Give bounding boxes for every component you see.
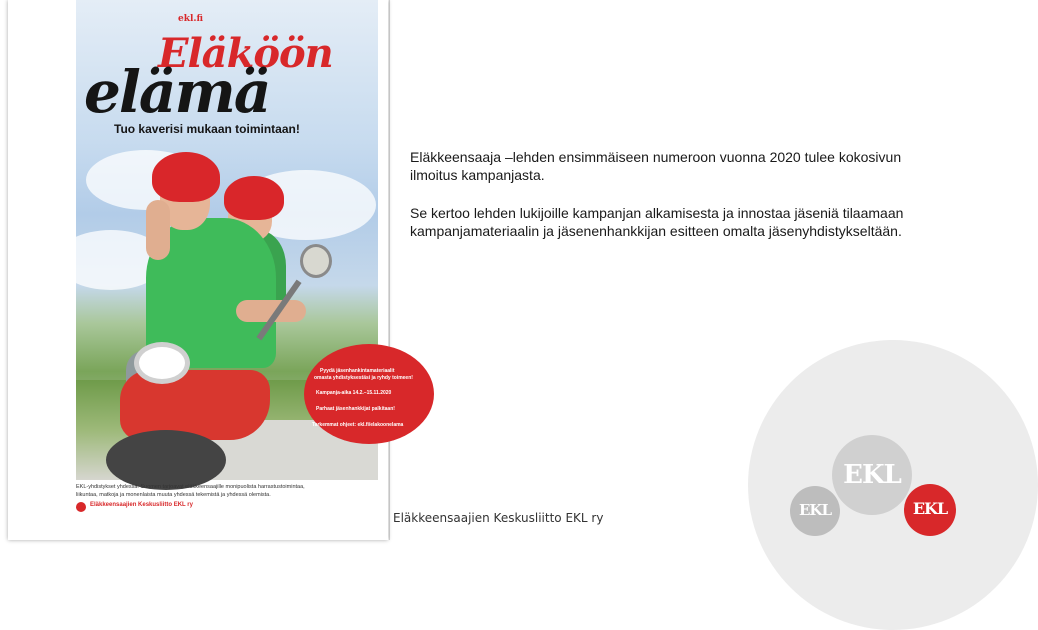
rider-front-helmet: [152, 152, 220, 202]
poster-footer-text: EKL-yhdistykset yhdessä: Suomen tarjoavat eläkkeensaajille monipuolista harrastustoimintaa,: [76, 484, 305, 490]
paragraph-campaign-ad: Eläkkeensaaja –lehden ensimmäiseen numeroon vuonna 2020 tulee kokosivun ilmoitus kampanjasta.: [410, 149, 902, 183]
badge-text: Parhaat jäsenhankkijat palkitaan!: [316, 406, 395, 412]
rider-back-helmet: [224, 176, 284, 220]
paragraph-campaign-details: Se kertoo lehden lukijoille kampanjan alkamisesta ja innostaa jäseniä tilaamaan kampanjamateriaalin ja jäsenenhankkijan esitteen omalta jäsenyhdistykseltään.: [410, 205, 904, 239]
poster-subtitle: Tuo kaverisi mukaan toimintaan!: [114, 122, 300, 136]
poster-footer-text: liikuntaa, matkoja ja monenlaista muuta yhdessä tekemistä ja yhdessä olemista.: [76, 492, 271, 498]
ekl-logo-grey-text: EKL: [798, 501, 832, 519]
ekl-logo-large-text: EKL: [843, 460, 901, 490]
badge-text: omasta yhdistyksestäsi ja ryhdy toimeen!: [314, 375, 413, 381]
badge-text: Kampanja-aika 14.2.–15.11.2020: [316, 390, 392, 396]
slide-divider: [389, 0, 390, 540]
moped-body: [120, 370, 270, 440]
moped-mirror: [300, 244, 332, 278]
badge-text: Pyydä jäsenhankintamateriaalit: [320, 368, 395, 374]
badge-text: Tarkemmat ohjeet: ekl.fi/elakoonelama: [312, 422, 404, 428]
poster-title-line1: Eläköön: [158, 30, 333, 77]
poster-footer-logo-icon: [76, 502, 86, 512]
slide-body-text: [410, 148, 920, 260]
campaign-info-badge: [304, 344, 434, 444]
poster-brand-mark: ekl.fi: [178, 14, 204, 24]
poster-title-line2: elämä: [84, 58, 270, 126]
rider-front-arm: [146, 200, 170, 260]
poster-footer-org: Eläkkeensaajien Keskusliitto EKL ry: [90, 502, 193, 508]
campaign-poster: [8, 0, 413, 540]
slide-footer-org: Eläkkeensaajien Keskusliitto EKL ry: [393, 511, 604, 525]
ekl-logo-red-text: EKL: [912, 499, 948, 518]
moped-wheel: [106, 430, 226, 490]
moped-headlight: [134, 342, 190, 384]
